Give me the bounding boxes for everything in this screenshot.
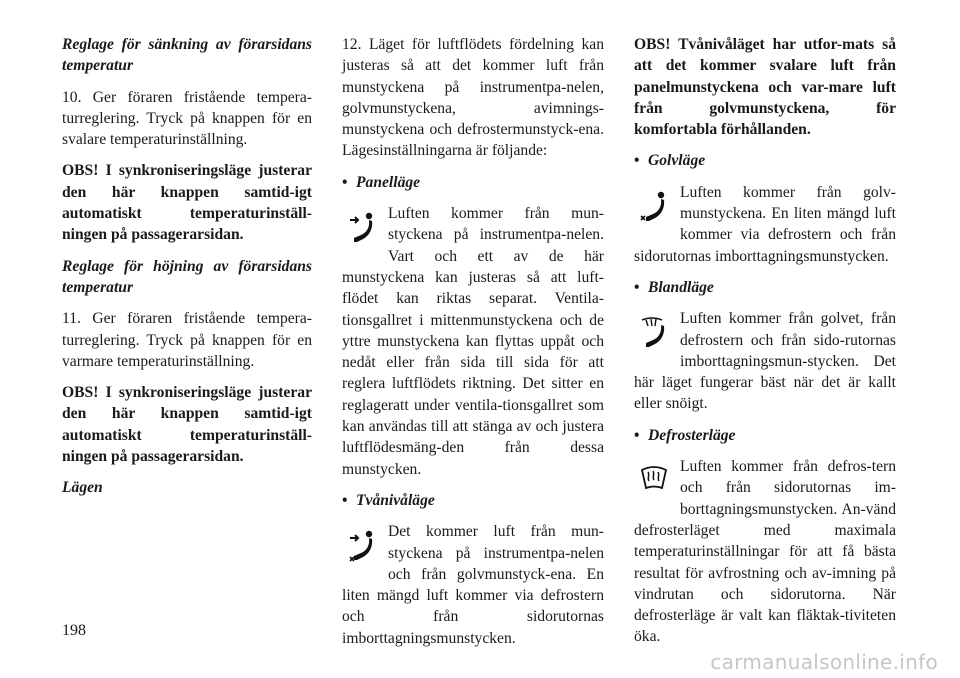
floor-mode-title: Golvläge (648, 152, 706, 170)
bullet-bilevel-mode (342, 490, 604, 511)
bilevel-mode-block (342, 521, 604, 649)
bilevel-mode-text: Det kommer luft från mun-styckena på instrumentpa-nelen och från golvmunstyck-ena. En liten mängd luft kommer via defrostern och från sidorutornas imborttagningsmunstycken. (342, 523, 604, 647)
bilevel-mode-icon (342, 521, 388, 579)
page-number: 198 (62, 622, 86, 639)
column-3 (634, 34, 896, 658)
column-2 (342, 34, 604, 659)
bullet-floor-mode (634, 150, 896, 171)
heading-lower-temp: Reglage för sänkning av förarsidans temperatur (62, 36, 312, 75)
paragraph-lower-temp: 10. Ger föraren fristående tempera-turreglering. Tryck på knappen för en svalare temperaturinställning. (62, 88, 312, 149)
panel-mode-icon (342, 203, 388, 261)
note-bilevel: OBS! Tvånivåläget har utfor-mats så att det kommer svalare luft från panelmunstyckena och var-mare luft från golvmunstyckena, för komfortabla förhållanden. (634, 36, 896, 139)
bullet-dot: • (634, 426, 640, 444)
paragraph-mode-intro: 12. Läget för luftflödets fördelning kan justeras så att det kommer luft från munstyckena på instrumentpa-nelen, golvmunstyckena, avimnings-munstyckena och defrostermunstyck-ena. Lägesinställningarna är följande: (342, 36, 604, 160)
panel-mode-title: Panelläge (356, 173, 421, 191)
bullet-dot: • (342, 173, 348, 191)
bullet-mix-mode (634, 277, 896, 298)
bilevel-mode-title: Tvånivåläge (356, 491, 435, 509)
mix-mode-title: Blandläge (648, 278, 714, 296)
bullet-defrost-mode (634, 425, 896, 446)
watermark: carmanualsonline.info (710, 650, 938, 674)
floor-mode-block (634, 182, 896, 267)
panel-mode-text: Luften kommer från mun-styckena på instrumentpa-nelen. Vart och ett av de här munstyckena kan justeras så att luft-flödet kan riktas separat. Ventila-tionsgallret i mittenmunstyckena och de yttre munstyckena kan flyttas uppåt och nedåt eller från sida till sida för att reglera luftflödets riktning. Det sitter en reglageratt under ventila-tionsgallret som kan användas till att stänga av och justera luftflödesmäng-den från dessa munstycken. (342, 205, 604, 478)
defrost-mode-title: Defrosterläge (648, 426, 736, 444)
mix-mode-block (634, 308, 896, 414)
mix-mode-icon (634, 308, 680, 366)
defrost-mode-block (634, 456, 896, 648)
defrost-mode-icon (634, 456, 680, 514)
note-lower-temp: OBS! I synkroniseringsläge justerar den här knappen samtid-igt automatiskt temperaturinställ-ningen på passagerarsidan. (62, 162, 312, 244)
floor-mode-icon (634, 182, 680, 240)
note-raise-temp: OBS! I synkroniseringsläge justerar den här knappen samtid-igt automatiskt temperaturinställ-ningen på passagerarsidan. (62, 384, 312, 466)
bullet-panel-mode (342, 172, 604, 193)
defrost-mode-text: Luften kommer från defros-tern och från sidorutornas im-borttagningsmunstycken. An-vänd defrosterläget med maximala temperaturinställningar för att få bästa resultat för avfrostning och av-imning på vindrutan och sidorutorna. När defrosterläge är valt kan fläktak-tiviteten öka. (634, 458, 896, 646)
heading-modes: Lägen (62, 479, 103, 497)
bullet-dot: • (342, 491, 348, 509)
bullet-dot: • (634, 278, 640, 296)
mix-mode-text: Luften kommer från golvet, från defrostern och från sido-rutornas imborttagningsmun-stycken. Det här läget fungerar bäst när det är kallt eller snöigt. (634, 310, 896, 413)
bullet-dot: • (634, 152, 640, 170)
heading-raise-temp: Reglage för höjning av förarsidans temperatur (62, 257, 312, 296)
column-1 (62, 34, 312, 509)
paragraph-raise-temp: 11. Ger föraren fristående tempera-turreglering. Tryck på knappen för en varmare temperaturinställning. (62, 310, 312, 370)
panel-mode-block (342, 203, 604, 480)
floor-mode-text: Luften kommer från golv-munstyckena. En liten mängd luft kommer via defrostern och från sidorutornas imborttagningsmunstycken. (634, 183, 896, 265)
